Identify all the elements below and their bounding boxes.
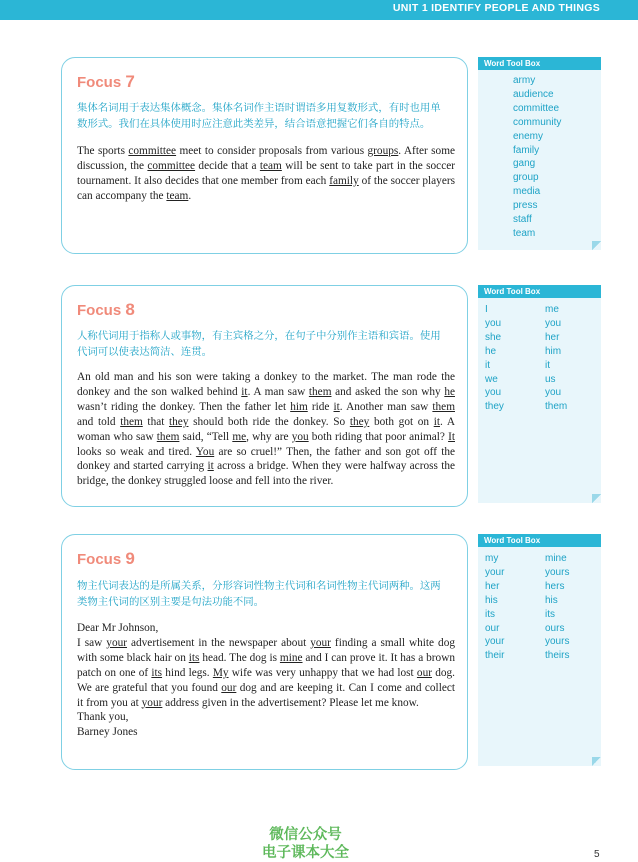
subject-pronoun-list: [485, 303, 504, 414]
focus-7-description: 集体名词用于表达集体概念。集体名词作主语时谓语多用复数形式，有时也用单 数形式。我们在具体使用时应注意此类差异，结合语意把握它们各自的特点。: [77, 102, 441, 130]
word-item: its: [485, 608, 495, 620]
word-item: yours: [545, 566, 570, 578]
word-item: you: [545, 317, 562, 329]
word-item: army: [513, 75, 536, 86]
word-item: you: [545, 387, 562, 399]
word-item: your: [485, 636, 505, 648]
focus-8-text: An old man and his son were taking a donkey to the market. The man rode the donkey and the son walked behind it. A man saw them and asked the son why he wasn’t riding the donkey. Then the father let him ride it. Another man saw them and told them that they should both ride the donkey. So they both got on it. A woman who saw them said, “Tell me, why are you both riding that poor animal? It looks so weak and tired. You are so cruel!” Then, the father and son got off the donkey and started carrying it across a bridge. When they were halfway across the bridge, the donkey struggled loose and fell into the river.: [77, 371, 456, 488]
object-pronoun-list: [545, 303, 567, 414]
word-item: you: [485, 317, 502, 329]
word-item: hers: [545, 580, 565, 592]
word-item: staff: [513, 214, 532, 226]
word-item: she: [485, 331, 502, 343]
focus-9-text: Dear Mr Johnson, I saw your advertisement in the newspaper about your finding a small white dog with some black hair on its head. The dog is mine and I can prove it. It has a brown patch on one of its hind legs. My wife was very unhappy that we had lost our dog. We are grateful that you found our dog and are keeping it. Can I come and collect it from you at your address given in the advertisement? Please let me know. Thank you, Barney Jones: [77, 622, 455, 739]
word-item: his: [545, 594, 558, 606]
focus-7-text: The sports committee meet to consider proposals from various groups. After some discussion, the committee decide that a team will be sent to take part in the soccer tournament. It also decides that one member from each family of the soccer players can accompany the team.: [77, 145, 456, 202]
page-fold-icon: [592, 757, 601, 766]
word-tool-box-2-title: Word Tool Box: [478, 285, 601, 298]
word-item: audience: [513, 88, 554, 100]
word-item: team: [513, 227, 536, 239]
word-item: mine: [545, 553, 567, 564]
word-item: family: [513, 144, 540, 156]
word-item: him: [545, 345, 562, 357]
page-fold-icon: [592, 494, 601, 503]
focus-8-card: [61, 285, 468, 507]
word-item: community: [513, 116, 562, 128]
focus-8-title: Focus 8: [77, 300, 135, 319]
word-tool-box-1: [478, 57, 601, 250]
word-item: it: [545, 359, 550, 371]
watermark: 微信公众号 电子课本大全: [262, 826, 349, 861]
word-item: we: [485, 373, 498, 385]
word-list: [513, 74, 561, 241]
word-item: gang: [513, 158, 536, 170]
focus-7-card: [61, 57, 468, 254]
page-fold-icon: [592, 241, 601, 250]
word-item: her: [485, 580, 500, 592]
word-item: her: [545, 331, 560, 343]
word-tool-box-3-title: Word Tool Box: [478, 534, 601, 547]
adjective-possessive-list: [485, 552, 504, 663]
unit-title: UNIT 1 IDENTIFY PEOPLE AND THINGS: [392, 2, 600, 14]
word-tool-box-1-title: Word Tool Box: [478, 57, 601, 70]
word-item: their: [485, 650, 505, 662]
focus-9-title: Focus 9: [77, 549, 135, 568]
word-item: I: [485, 304, 488, 315]
word-tool-box-2: [478, 285, 601, 503]
focus-9-card: [61, 534, 468, 770]
word-item: ours: [545, 622, 565, 634]
word-item: it: [485, 359, 490, 371]
word-item: enemy: [513, 130, 544, 142]
noun-possessive-list: [545, 552, 569, 663]
word-item: yours: [545, 636, 570, 648]
word-item: they: [485, 401, 504, 413]
focus-8-description: 人称代词用于指称人或事物，有主宾格之分，在句子中分别作主语和宾语。使用 代词可以使表达简洁、连贯。: [77, 330, 441, 358]
word-item: your: [485, 566, 505, 578]
word-item: press: [513, 200, 538, 212]
word-item: his: [485, 594, 498, 606]
focus-7-title: Focus 7: [77, 72, 135, 91]
header-bar: [0, 0, 638, 20]
word-item: you: [485, 387, 502, 399]
word-item: us: [545, 373, 556, 385]
word-item: media: [513, 186, 541, 198]
word-item: our: [485, 622, 500, 634]
word-item: my: [485, 553, 499, 564]
word-item: me: [545, 304, 559, 315]
word-item: them: [545, 401, 568, 413]
page-number: 5: [594, 849, 600, 860]
word-tool-box-3: [478, 534, 601, 766]
word-item: group: [513, 172, 539, 184]
word-item: theirs: [545, 650, 570, 662]
word-item: he: [485, 345, 497, 357]
word-item: committee: [513, 102, 560, 114]
focus-9-description: 物主代词表达的是所属关系，分形容词性物主代词和名词性物主代词两种。这两 类物主代词的区别主要是句法功能不同。: [77, 580, 441, 608]
word-item: its: [545, 608, 555, 620]
